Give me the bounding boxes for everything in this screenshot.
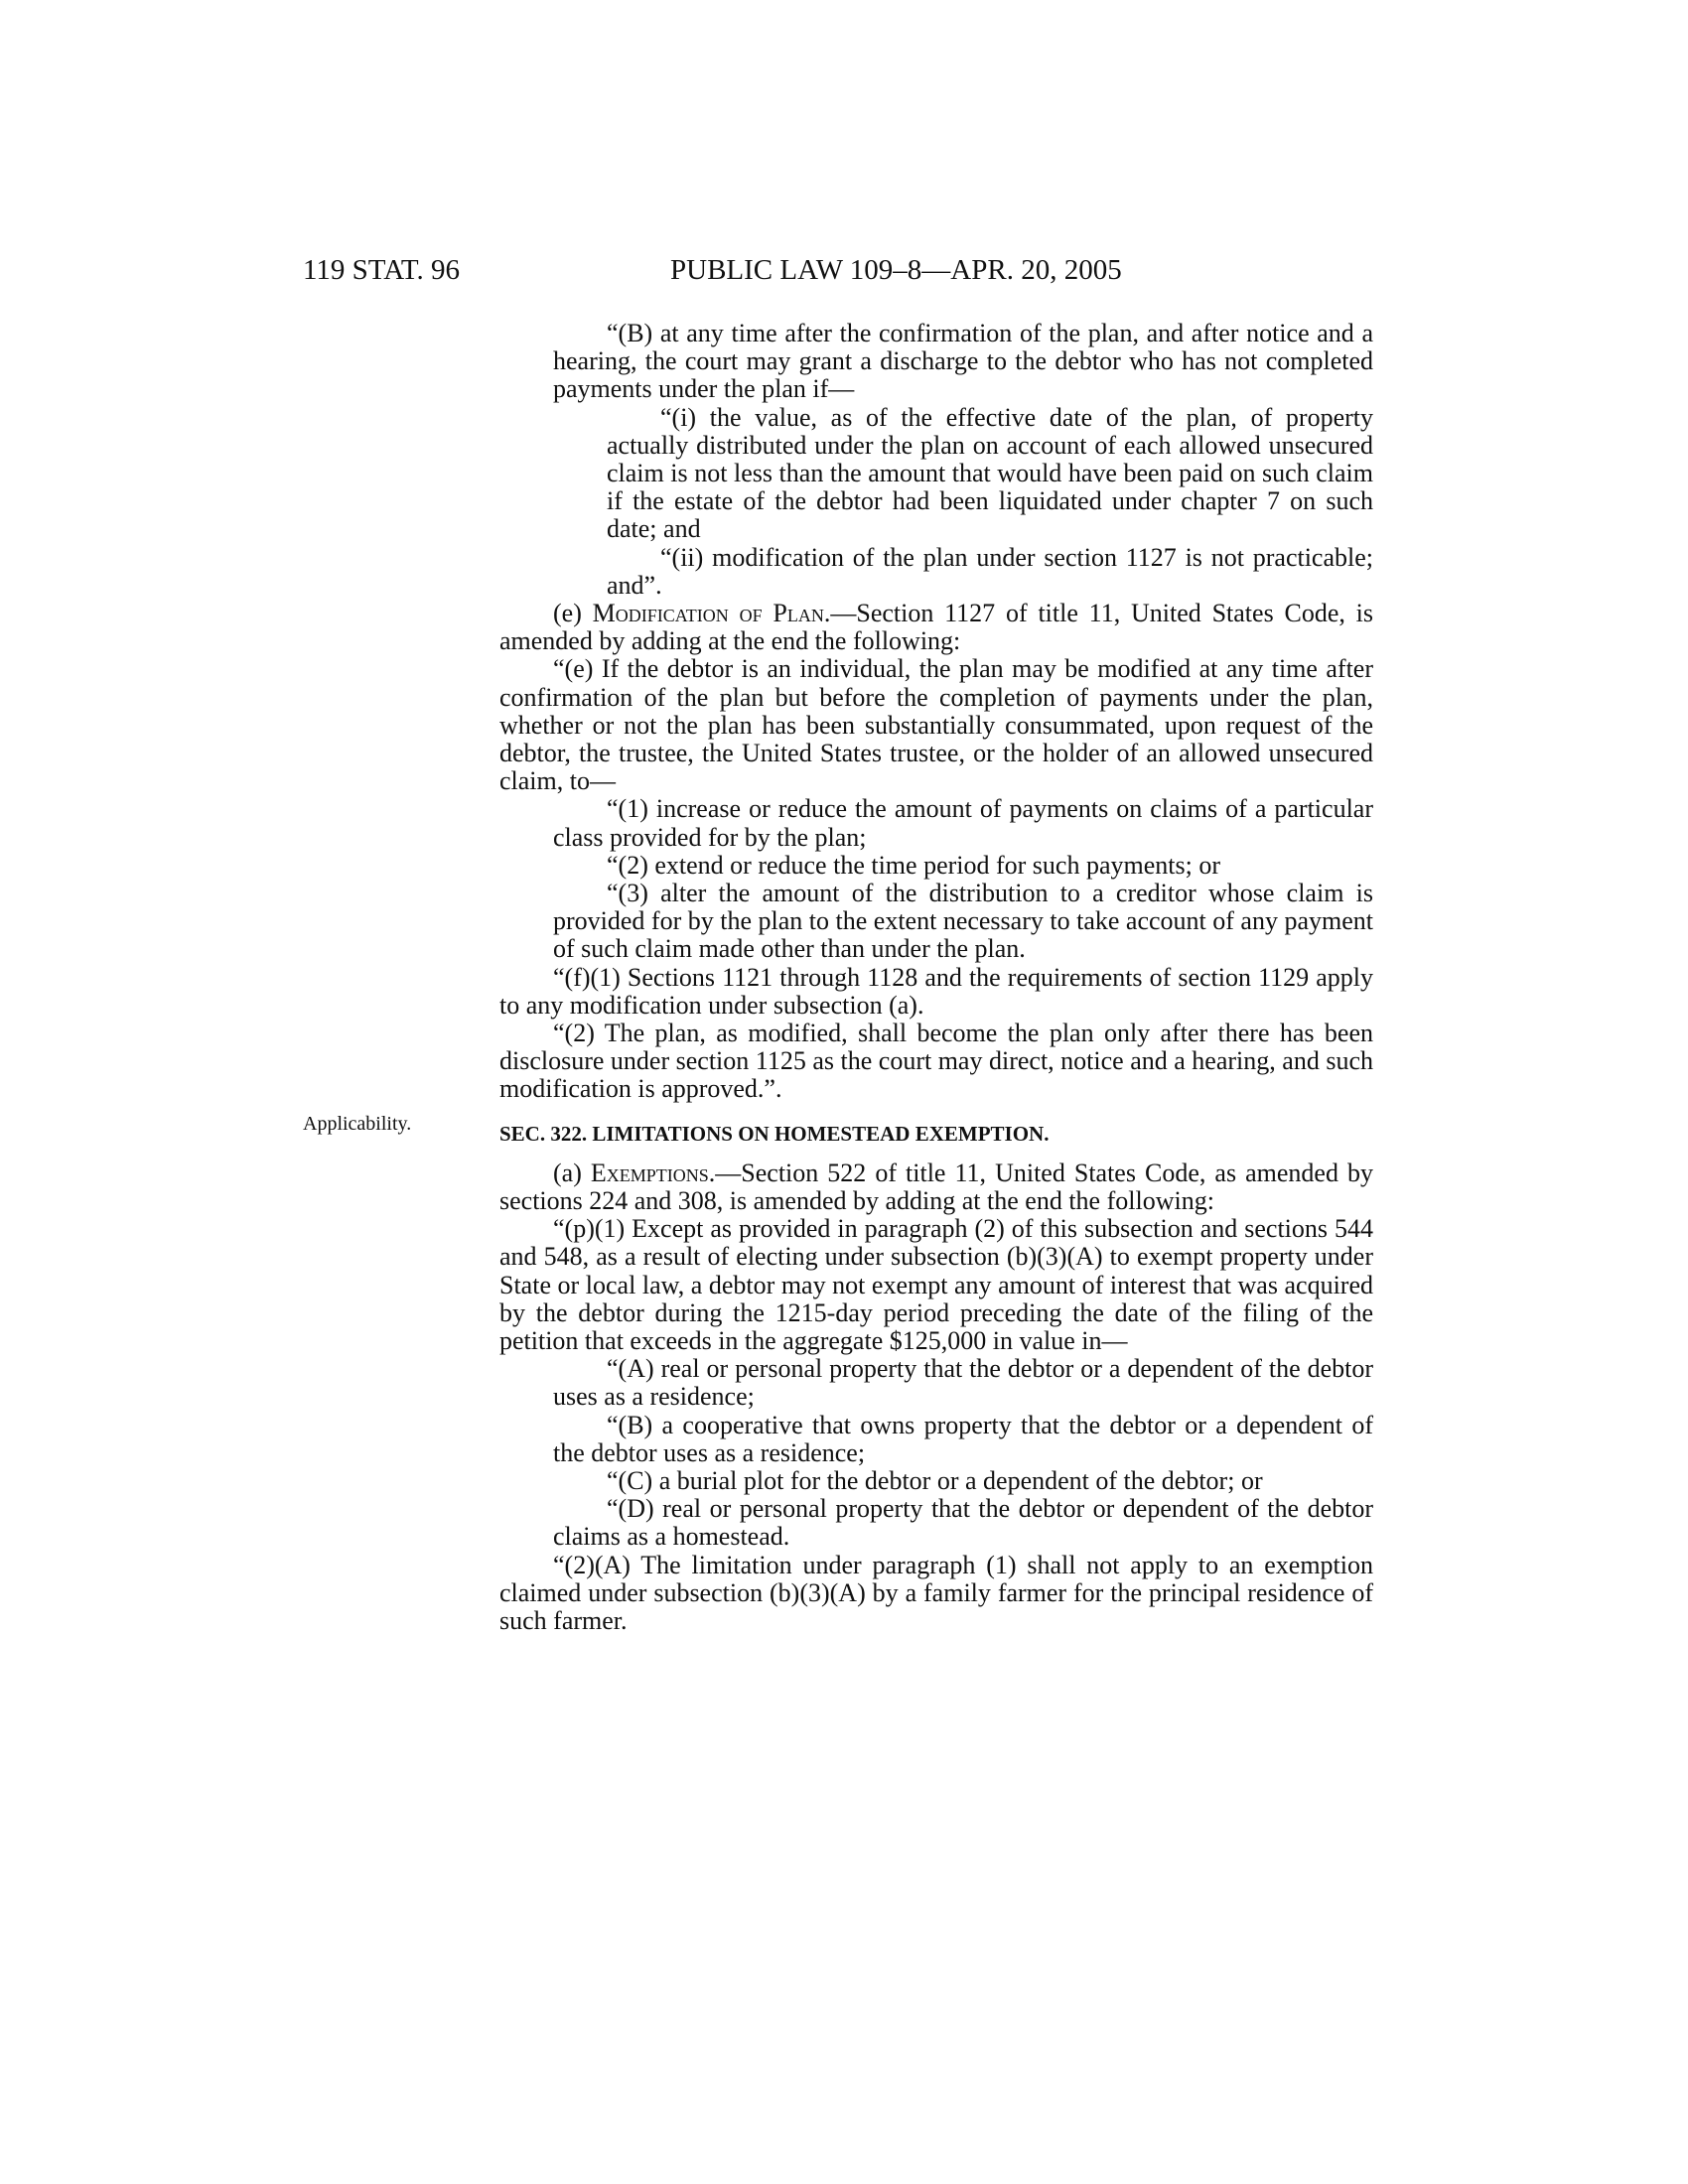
paragraph-e [499, 600, 1373, 655]
paragraph-b: “(B) at any time after the confirmation of the plan, and after notice and a hearing, the court may grant a discharge to the debtor who has not completed payments under the plan if— [553, 319, 1373, 404]
section-heading: SEC. 322. LIMITATIONS ON HOMESTEAD EXEMPTION. [499, 1121, 1050, 1146]
paragraph-pc: “(C) a burial plot for the debtor or a dependent of the debtor; or [607, 1465, 1263, 1495]
paragraph-e1: “(1) increase or reduce the amount of payments on claims of a particular class provided for by the plan; [553, 794, 1373, 852]
margin-note: Applicability. [303, 1113, 412, 1135]
paragraph-pb: “(B) a cooperative that owns property that the debtor or a dependent of the debtor uses as a residence; [553, 1410, 1373, 1467]
paragraph-p1: “(p)(1) Except as provided in paragraph (2) of this subsection and sections 544 and 548, as a result of electing under subsection (b)(3)(A) to exempt property under State or local law, a debtor may not exempt any amount of interest that was acquired by the debtor during the 1215-day period preceding the date of the filing of the petition that exceeds in the aggregate $125,000 in value in— [499, 1214, 1373, 1355]
paragraph-i: “(i) the value, as of the effective date of the plan, of property actually distributed under the plan on account of each allowed unsecured claim is not less than the amount that would have been paid on such claim if the estate of the debtor had been liquidated under chapter 7 on such date; and [607, 402, 1373, 544]
paragraph-a-prefix: (a) [553, 1158, 591, 1187]
paragraph-e-prefix: (e) [553, 599, 593, 628]
paragraph-pa: “(A) real or personal property that the debtor or a dependent of the debtor uses as a residence; [553, 1354, 1373, 1412]
paragraph-f1: “(f)(1) Sections 1121 through 1128 and the requirements of section 1129 apply to any modification under subsection (a). [499, 962, 1373, 1020]
stat-page-number: 119 STAT. 96 [303, 254, 460, 286]
paragraph-p2a: “(2)(A) The limitation under paragraph (1) shall not apply to an exemption claimed under subsection (b)(3)(A) by a family farmer for the principal residence of such farmer. [499, 1550, 1373, 1635]
paragraph-e3: “(3) alter the amount of the distribution to a creditor whose claim is provided for by the plan to the extent necessary to take account of any payment of such claim made other than under the plan. [553, 879, 1373, 964]
document-body [499, 320, 1373, 1635]
paragraph-a [499, 1160, 1373, 1215]
running-header [303, 250, 1390, 290]
paragraph-a-text: .—Section 522 of title 11, United States Code, as amended by sections 224 and 308, is amended by adding at the end the following: [499, 1158, 1373, 1215]
paragraph-e-quote: “(e) If the debtor is an individual, the plan may be modified at any time after confirmation of the plan but before the completion of payments under the plan, whether or not the plan has been substantially consummated, upon request of the debtor, the trustee, the United States trustee, or the holder of an allowed unsecured claim, to— [499, 654, 1373, 796]
paragraph-pd: “(D) real or personal property that the debtor or dependent of the debtor claims as a homestead. [553, 1494, 1373, 1552]
paragraph-e2: “(2) extend or reduce the time period for such payments; or [607, 850, 1220, 880]
paragraph-e-text: .—Section 1127 of title 11, United States Code, is amended by adding at the end the following: [499, 599, 1374, 656]
public-law-title: PUBLIC LAW 109–8—APR. 20, 2005 [670, 254, 1122, 286]
paragraph-e-heading: Modification of Plan [592, 599, 824, 628]
paragraph-f2: “(2) The plan, as modified, shall become the plan only after there has been disclosure under section 1125 as the court may direct, notice and a hearing, and such modification is approved.”. [499, 1019, 1373, 1104]
paragraph-ii: “(ii) modification of the plan under section 1127 is not practicable; and”. [607, 542, 1373, 600]
paragraph-a-heading: Exemptions [590, 1158, 709, 1187]
